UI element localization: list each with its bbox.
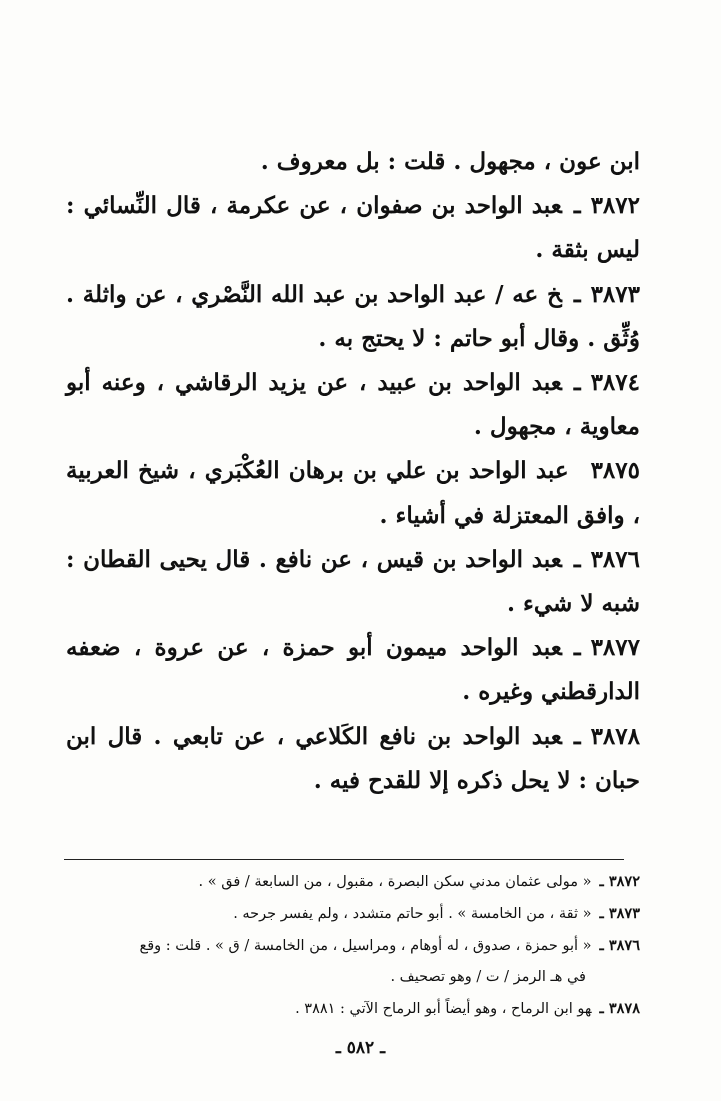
entry-number: ٣٨٧٧	[590, 634, 640, 662]
entry-number: ٣٨٧٦	[590, 545, 640, 573]
entry-text: عبد الواحد بن قيس ، عن نافع . قال يحيى القطان : شبه لا شيء .	[66, 545, 640, 618]
entry-3878	[66, 715, 640, 803]
entry-number: ٣٨٧٢	[590, 192, 640, 220]
footnote-number: ٣٨٧٢ ـ	[599, 873, 640, 890]
footnote-divider	[64, 859, 624, 860]
entry-separator: ـ	[573, 369, 581, 397]
footnote	[66, 898, 640, 930]
footnotes	[66, 866, 640, 1025]
footnote-number: ٣٨٧٦ ـ	[599, 937, 640, 954]
entry-text: عبد الواحد بن عبيد ، عن يزيد الرقاشي ، وعنه أبو معاوية ، مجهول .	[66, 369, 640, 441]
entry-text: خ عه / عبد الواحد بن عبد الله النَّصْري ، عن واثلة . وُثِّق . وقال أبو حاتم : لا يحتج به .	[66, 280, 640, 352]
entry-separator: ـ	[573, 722, 581, 750]
entry-text: عبد الواحد بن صفوان ، عن عكرمة ، قال النِّسائي : ليس بثقة .	[66, 192, 640, 264]
footnote	[66, 930, 640, 993]
entry-separator: ـ	[573, 634, 581, 662]
footnote	[66, 866, 640, 898]
entry-text: عبد الواحد بن علي بن برهان العُكْبَري ، شيخ العربية ، وافق المعتزلة في أشياء .	[66, 457, 640, 529]
entry-3875	[66, 449, 640, 537]
entry-separator: ـ	[573, 192, 581, 220]
entry-3873	[66, 273, 640, 361]
entry-separator: ـ	[573, 545, 581, 573]
footnote-text: « أبو حمزة ، صدوق ، له أوهام ، ومراسيل ، من الخامسة / ق » . قلت : وقع	[139, 938, 592, 954]
main-text	[66, 140, 640, 803]
entry-number: ٣٨٧٤	[590, 369, 640, 397]
entry-separator: ـ	[573, 280, 581, 308]
opening-line: ابن عون ، مجهول . قلت : بل معروف .	[260, 148, 640, 175]
footnote-text: هو ابن الرماح ، وهو أيضاً أبو الرماح الآتي : ٣٨٨١ .	[295, 1001, 592, 1017]
entry-3872	[66, 184, 640, 272]
entry-3874	[66, 361, 640, 449]
footnote-continuation: في هـ الرمز / ت / وهو تصحيف .	[390, 969, 586, 985]
entry-3877	[66, 626, 640, 714]
entry-number: ٣٨٧٨	[590, 722, 640, 750]
entry-number: ٣٨٧٣	[590, 280, 640, 308]
entry-3876	[66, 538, 640, 626]
footnote-text: « مولى عثمان مدني سكن البصرة ، مقبول ، من السابعة / فق » .	[198, 874, 592, 890]
entry-text: عبد الواحد بن نافع الكَلاعي ، عن تابعي . قال ابن حبان : لا يحل ذكره إلا للقدح فيه .	[66, 722, 640, 794]
footnote	[66, 993, 640, 1025]
page-number: ـ ٥٨٢ ـ	[335, 1038, 386, 1058]
footnote-text: « ثقة ، من الخامسة » . أبو حاتم متشدد ، ولم يفسر جرحه .	[233, 906, 592, 922]
entry-number: ٣٨٧٥	[590, 457, 640, 485]
footnote-number: ٣٨٧٣ ـ	[599, 905, 640, 922]
entry-text: عبد الواحد ميمون أبو حمزة ، عن عروة ، ضعفه الدارقطني وغيره .	[66, 634, 640, 706]
footnote-number: ٣٨٧٨ ـ	[599, 1000, 640, 1017]
